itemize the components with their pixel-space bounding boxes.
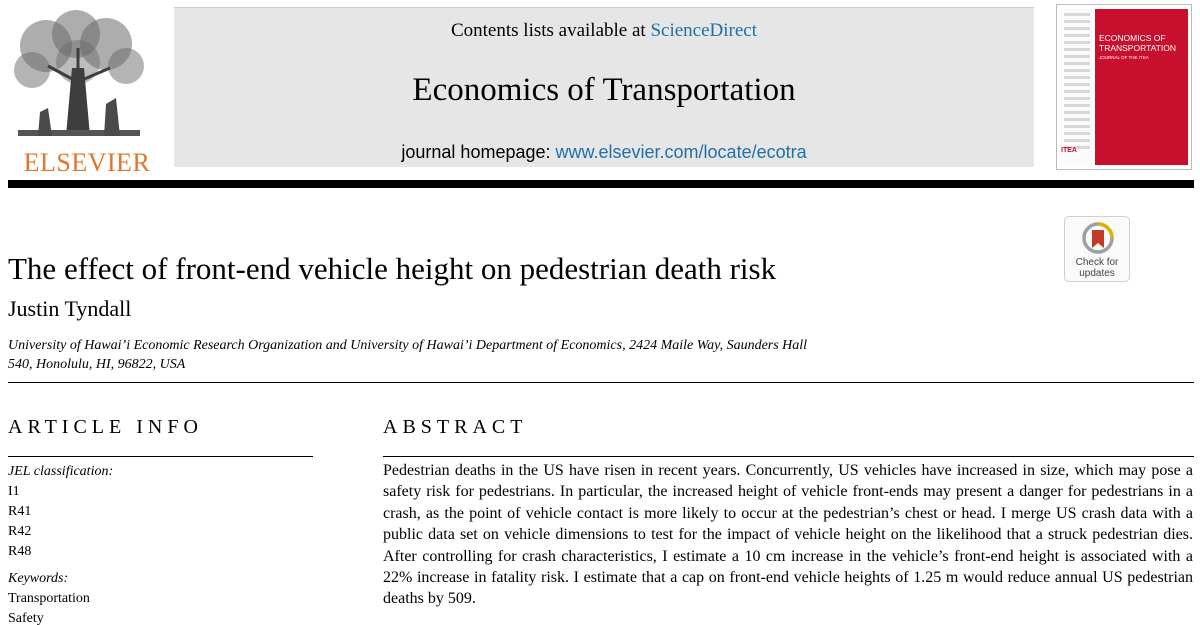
tree-logo-icon bbox=[8, 8, 150, 143]
homepage-line bbox=[174, 142, 1034, 163]
abstract-heading: ABSTRACT bbox=[383, 416, 528, 438]
abstract-text: Pedestrian deaths in the US have risen in recent years. Concurrently, US vehicles have increased in size, which may pose a safety risk for pedestrians. In particular, the increased height of vehicle front-ends may present a danger for pedestrians in a crash, as the point of vehicle contact is more likely to occur at the pedestrian’s chest or head. I merge US crash data with a public data set on vehicle dimensions to test for the impact of vehicle height on the likelihood that a struck pedestrian dies. After controlling for crash characteristics, I estimate a 10 cm increase in the vehicle’s front-end height is associated with a 22% increase in fatality risk. I estimate that a cap on front-end vehicle heights of 1.25 m would reduce annual US pedestrian deaths by 509. bbox=[383, 462, 1193, 608]
cover-contents-strip bbox=[1061, 9, 1093, 165]
cover-panel bbox=[1095, 9, 1188, 165]
cover-subtitle: JOURNAL OF THE ITEA bbox=[1099, 55, 1149, 60]
sciencedirect-link[interactable]: ScienceDirect bbox=[650, 20, 758, 41]
article-info bbox=[8, 462, 308, 625]
divider bbox=[8, 382, 1194, 383]
header-rule bbox=[8, 180, 1194, 188]
article-title: The effect of front-end vehicle height on pedestrian death risk bbox=[8, 251, 777, 286]
cover-badge: ITEA bbox=[1061, 147, 1077, 154]
keyword: Transportation bbox=[8, 591, 90, 606]
contents-prefix: Contents lists available at bbox=[450, 20, 651, 41]
cover-title: ECONOMICS OF TRANSPORTATION bbox=[1099, 33, 1176, 53]
check-for-updates-button[interactable] bbox=[1064, 216, 1130, 282]
keyword: Safety bbox=[8, 611, 44, 625]
divider bbox=[8, 456, 313, 457]
check-for-updates-label: Check for updates bbox=[1075, 257, 1119, 279]
jel-code: R42 bbox=[8, 524, 32, 539]
bookmark-ring-icon bbox=[1081, 221, 1115, 255]
journal-header bbox=[174, 7, 1034, 167]
jel-code: I1 bbox=[8, 484, 20, 499]
publisher-name: ELSEVIER bbox=[23, 148, 151, 177]
jel-code: R41 bbox=[8, 504, 32, 519]
homepage-prefix: journal homepage: bbox=[401, 142, 556, 162]
author-affiliation: University of Hawai’i Economic Research Organization and University of Hawai’i Department of Economics, 2424 Maile Way, Saunders Hall 540, Honolulu, HI, 96822, USA bbox=[8, 338, 808, 372]
author-name[interactable]: Justin Tyndall bbox=[8, 296, 132, 321]
journal-cover[interactable] bbox=[1056, 4, 1192, 170]
publisher-logo[interactable] bbox=[8, 8, 151, 177]
contents-line bbox=[174, 20, 1034, 42]
jel-label: JEL classification: bbox=[8, 464, 114, 479]
journal-homepage-link[interactable]: www.elsevier.com/locate/ecotra bbox=[555, 142, 807, 162]
keywords-label: Keywords: bbox=[8, 571, 69, 586]
journal-title: Economics of Transportation bbox=[412, 72, 796, 108]
article-info-heading: ARTICLE INFO bbox=[8, 416, 203, 438]
divider bbox=[383, 456, 1194, 457]
jel-code: R48 bbox=[8, 544, 32, 559]
